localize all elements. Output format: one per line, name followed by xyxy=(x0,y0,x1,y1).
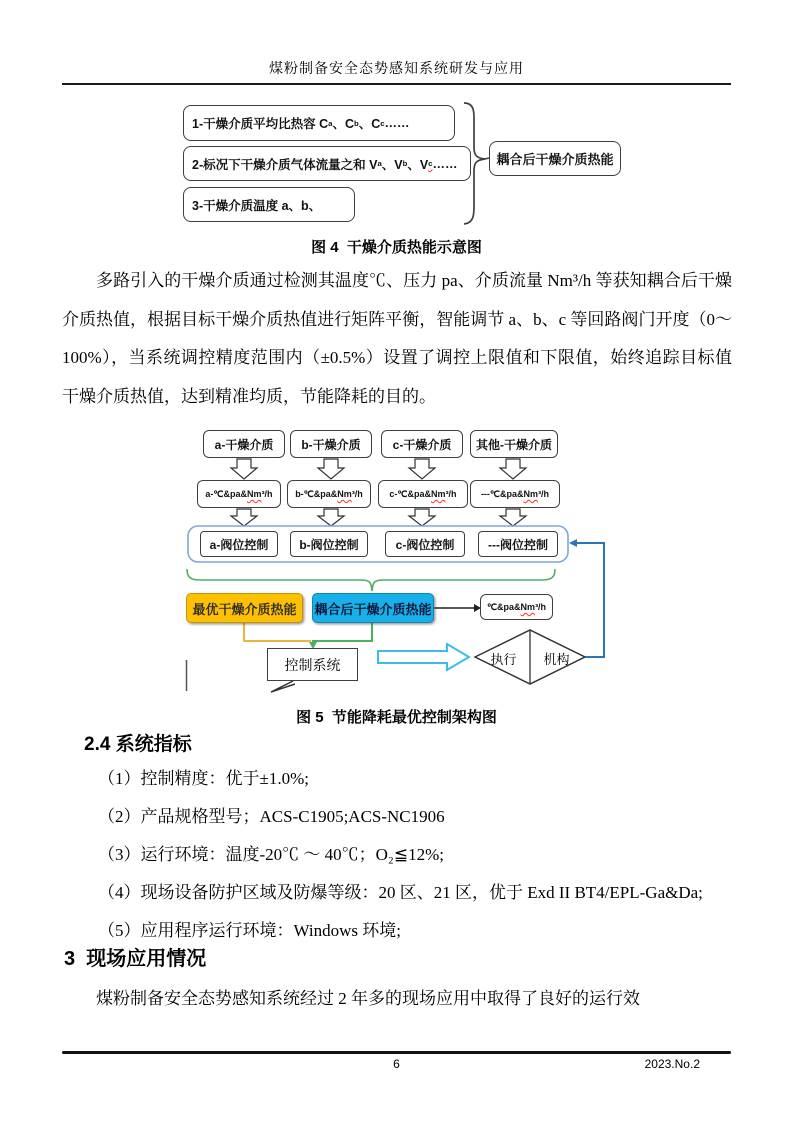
spec-item-2: （2）产品规格型号；ACS-C1905;ACS-NC1906 xyxy=(98,807,445,826)
fig4-box2-mid1: 、V xyxy=(381,157,403,172)
measure-a-nm: Nm xyxy=(247,489,262,499)
spec-item-4: （4）现场设备防护区域及防爆等级：20 区、21 区，优于 Exd II BT4/EPL-Ga&Da; xyxy=(98,883,703,902)
fig4-box2-mid2: 、V xyxy=(407,157,429,172)
sensor-readout-box xyxy=(480,594,553,620)
measure-a-box xyxy=(197,480,281,508)
optimal-energy-box: 最优干燥介质热能 xyxy=(186,593,303,623)
sensor-nm: Nm xyxy=(520,602,536,612)
spec-item-5: （5）应用程序运行环境：Windows 环境; xyxy=(98,921,401,940)
control-system-box: 控制系统 xyxy=(267,648,358,681)
measure-other-nm: Nm xyxy=(523,489,539,499)
optimal-to-control-line xyxy=(244,623,311,641)
measure-other-box xyxy=(470,480,560,508)
measure-c-post: ³/h xyxy=(445,489,457,499)
measure-c-box xyxy=(378,480,468,508)
fig4-box2-sub-b: b xyxy=(402,159,408,168)
valve-b-box: b-阀位控制 xyxy=(290,531,368,557)
footer-rule xyxy=(62,1051,731,1054)
fig4-input-box-1 xyxy=(183,105,455,141)
measure-other-post: ³/h xyxy=(538,489,550,499)
control-box-tail xyxy=(271,681,295,692)
fig4-box3-text: 3-干燥介质温度 a、b、 xyxy=(192,198,322,213)
fig4-box1-mid2: 、C xyxy=(358,117,381,131)
fig4-box1-mid1: 、C xyxy=(332,117,354,131)
measure-b-box xyxy=(287,480,371,508)
measure-a-pre: a-℃&pa& xyxy=(205,488,248,499)
fig4-box1-sub-b: b xyxy=(353,118,359,128)
green-brace-icon xyxy=(187,569,555,591)
medium-other-box: 其他-干燥介质 xyxy=(470,430,558,458)
fig4-box2-text: 2-标况下干燥介质气体流量之和 V xyxy=(192,157,378,172)
body-paragraph-2: 煤粉制备安全态势感知系统经过 2 年多的现场应用中取得了良好的运行效 xyxy=(96,989,640,1008)
coupled-to-control-line xyxy=(313,623,372,642)
fig4-result-text: 耦合后干燥介质热能 xyxy=(496,152,614,167)
down-arrow-icon xyxy=(409,459,435,479)
figure4-diagram xyxy=(183,100,623,230)
figure5-caption: 图 5 节能降耗最优控制架构图 xyxy=(296,709,497,726)
cyan-block-arrow-icon xyxy=(378,644,469,670)
section-3-heading: 3 现场应用情况 xyxy=(64,948,207,970)
coupled-energy-box: 耦合后干燥介质热能 xyxy=(312,593,434,623)
medium-a-box: a-干燥介质 xyxy=(203,430,285,458)
fig4-box2-dots: …… xyxy=(432,156,458,171)
down-arrow-icon xyxy=(231,509,257,526)
measure-c-pre: c-℃&pa& xyxy=(389,488,432,499)
down-arrow-icon xyxy=(500,509,526,526)
section-2-4-heading: 2.4 系统指标 xyxy=(84,734,192,755)
fig4-box2-sub-c: c xyxy=(428,159,433,168)
sensor-pre: ℃&pa& xyxy=(486,601,521,612)
down-arrow-icon xyxy=(500,459,526,479)
valve-other-box: ---阀位控制 xyxy=(478,531,558,557)
measure-b-pre: b-℃&pa& xyxy=(295,488,338,499)
fig4-input-box-3 xyxy=(183,187,355,222)
feedback-line xyxy=(575,543,604,657)
sensor-post: ³/h xyxy=(535,602,547,612)
down-arrow-icon xyxy=(318,509,344,526)
measure-b-nm: Nm xyxy=(337,489,352,499)
spec-item-1: （1）控制精度：优于±1.0%; xyxy=(98,769,309,788)
fig4-box1-dots: …… xyxy=(384,116,410,130)
footer-page-number: 6 xyxy=(393,1057,400,1071)
fig4-box1-text: 1-干燥介质平均比热容 C xyxy=(192,117,329,131)
valve-c-box: c-阀位控制 xyxy=(385,531,465,557)
spec-list xyxy=(98,760,738,950)
page-header-title: 煤粉制备安全态势感知系统研发与应用 xyxy=(269,62,524,77)
fig4-box2-sub-a: a xyxy=(377,159,382,168)
fig4-box1-sub-c: c xyxy=(380,118,385,128)
measure-b-post: ³/h xyxy=(351,489,363,499)
valve-a-box: a-阀位控制 xyxy=(200,531,278,557)
measure-a-post: ³/h xyxy=(261,489,273,499)
figure4-caption: 图 4 干燥介质热能示意图 xyxy=(311,239,482,256)
down-arrow-icon xyxy=(409,509,435,526)
fig4-result-box xyxy=(489,141,621,176)
blue-arrowhead-icon xyxy=(569,539,577,547)
body-paragraph-1: 多路引入的干燥介质通过检测其温度℃、压力 pa、介质流量 Nm³/h 等获知耦合后干燥介质热值，根据目标干燥介质热值进行矩阵平衡，智能调节 a、b、c 等回路阀门开度（0～100%），当系统调控精度范围内（±0.5%）设置了调控上限值和下限值，始终追踪目标值干燥介质热值，达到精准均质，节能降耗的目的。 xyxy=(62,271,732,406)
medium-b-box: b-干燥介质 xyxy=(290,430,372,458)
fig4-box1-sub-a: a xyxy=(328,118,333,128)
actuator-label xyxy=(477,649,583,665)
actuator-label-left: 执行 xyxy=(490,652,517,667)
measure-other-pre: ---℃&pa& xyxy=(480,488,524,499)
footer-issue: 2023.No.2 xyxy=(644,1057,700,1071)
actuator-label-right: 机构 xyxy=(543,652,570,667)
down-arrow-icon xyxy=(318,459,344,479)
spec-item-3: （3）运行环境：温度-20℃ ～ 40℃；O₂≦12%; xyxy=(98,845,444,864)
medium-c-box: c-干燥介质 xyxy=(381,430,463,458)
header-rule xyxy=(62,83,731,85)
figure5-diagram xyxy=(185,423,620,700)
measure-c-nm: Nm xyxy=(431,489,446,499)
down-arrow-icon xyxy=(231,459,257,479)
fig4-input-box-2 xyxy=(183,146,471,181)
